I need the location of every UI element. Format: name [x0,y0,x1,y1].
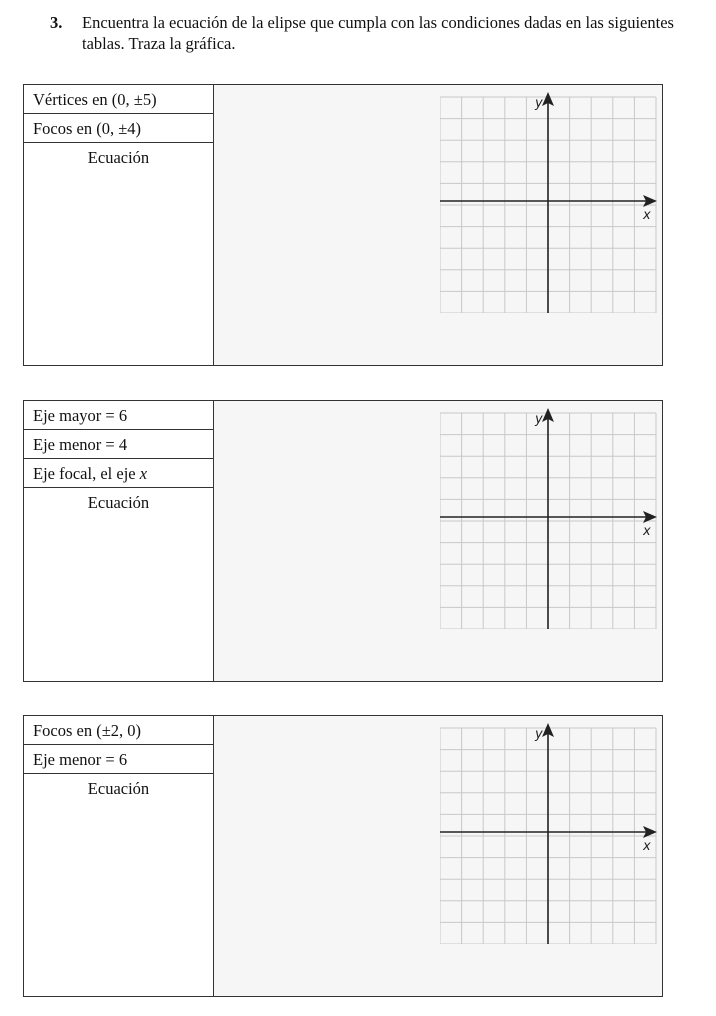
problem-number: 3. [50,13,63,32]
y-axis-label: y [535,96,543,111]
exercise-panel-2 [23,400,663,682]
condition-cell: Eje menor = 6 [24,745,213,774]
conditions-table [24,716,214,996]
y-axis-label: y [535,727,543,742]
coordinate-grid-svg [440,91,658,313]
coordinate-grid [440,91,658,318]
x-axis-label: x [643,524,651,539]
problem-text: Encuentra la ecuación de la elipse que cumpla con las condiciones dadas en las siguientes tablas. Traza la gráfica. [82,13,674,53]
coordinate-grid-svg [440,722,658,944]
condition-cell: Focos en (0, ±4) [24,114,213,143]
condition-cell: Vértices en (0, ±5) [24,85,213,114]
condition-cell: Focos en (±2, 0) [24,716,213,745]
x-axis-label: x [643,839,651,854]
x-axis-label: x [643,208,651,223]
conditions-table [24,401,214,681]
coordinate-grid-svg [440,407,658,629]
y-axis-label: y [535,412,543,427]
coordinate-grid [440,722,658,949]
condition-cell: Eje mayor = 6 [24,401,213,430]
conditions-table [24,85,214,365]
equation-label: Ecuación [87,493,150,512]
equation-label: Ecuación [87,779,150,798]
exercise-panel-1 [23,84,663,366]
condition-cell: Eje menor = 4 [24,430,213,459]
coordinate-grid [440,407,658,634]
equation-label: Ecuación [87,148,150,167]
exercise-panel-3 [23,715,663,997]
condition-cell: Eje focal, el eje x [24,459,213,488]
